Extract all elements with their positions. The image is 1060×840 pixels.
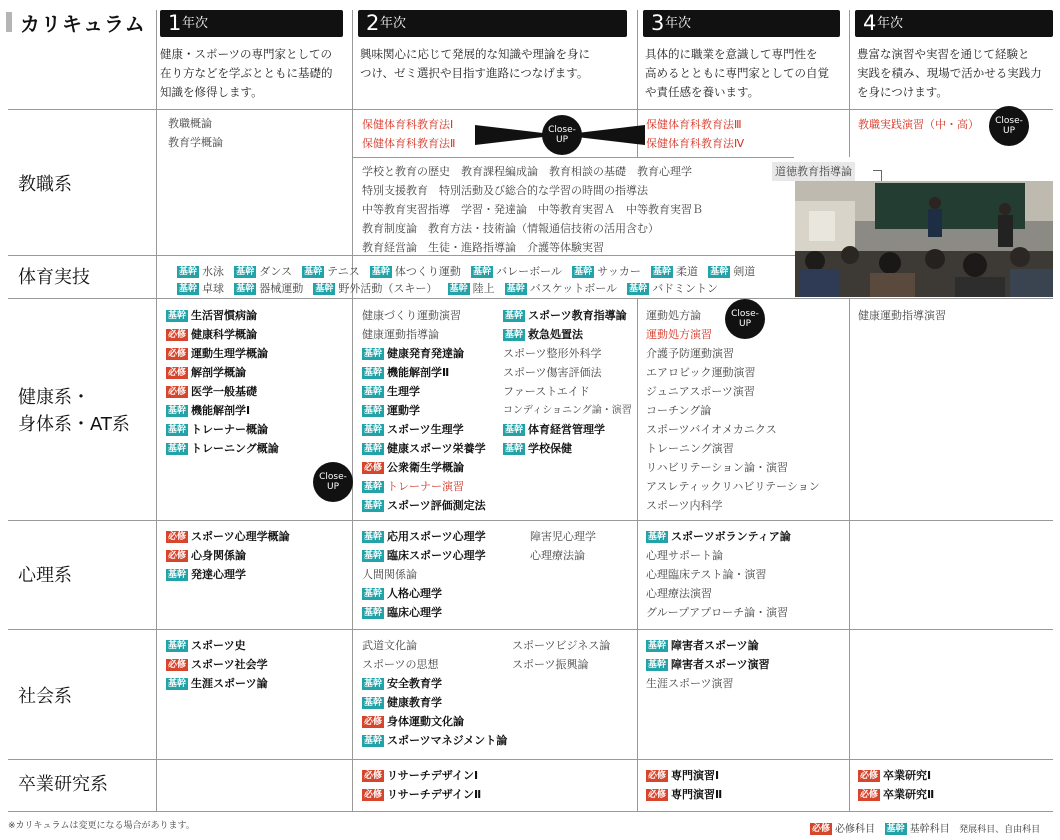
course-item: 心理臨床テスト論・演習 <box>646 568 767 581</box>
category-shinri: 心理系 <box>18 565 72 586</box>
course-item-red: 運動処方演習 <box>646 328 712 341</box>
course-item: 障害者スポーツ論 <box>671 639 759 652</box>
category-shakai: 社会系 <box>18 686 72 707</box>
hisshu-tag: 必修 <box>364 790 383 800</box>
year-desc-2 <box>360 45 635 83</box>
kikan-tag: 基幹 <box>473 267 492 277</box>
col-divider <box>352 10 353 811</box>
year-number: 2 <box>366 11 380 35</box>
kikan-tag: 基幹 <box>710 267 729 277</box>
kikan-tag: 基幹 <box>653 267 672 277</box>
category-sotsuken: 卒業研究系 <box>18 774 108 795</box>
year-header-3 <box>643 10 840 37</box>
category-kyoshoku: 教職系 <box>18 174 72 195</box>
year-desc-1 <box>160 45 350 102</box>
course-item-red: 保健体育科教育法Ⅲ <box>646 118 742 131</box>
desc-line: 在り方などを学ぶとともに基礎的 <box>160 66 333 80</box>
course-line: 中等教育実習指導 学習・発達論 中等教育実習Ａ 中等教育実習Ｂ <box>362 203 703 216</box>
course-item: 教育学概論 <box>168 136 223 149</box>
col-divider <box>849 10 850 157</box>
closeup-badge[interactable] <box>989 106 1029 146</box>
year-suffix: 年次 <box>380 16 407 31</box>
kenko-y1 <box>166 306 279 458</box>
year-number: 3 <box>651 11 665 35</box>
photo-label: 道徳教育指導論 <box>772 162 855 181</box>
course-line: 学校と教育の歴史 教育課程編成論 教育相談の基礎 教育心理学 <box>362 165 692 178</box>
course-item: 卓球 <box>202 282 225 295</box>
sotsuken-y4 <box>858 766 934 804</box>
year-number: 1 <box>168 11 182 35</box>
course-line: 教育制度論 教育方法・技術論（情報通信技術の活用含む） <box>362 222 659 235</box>
kikan-tag: 基幹 <box>449 284 468 294</box>
kikan-tag: 基幹 <box>179 267 198 277</box>
course-item: 解剖学概論 <box>191 366 247 379</box>
kikan-tag: 基幹 <box>304 267 323 277</box>
course-item: 学校保健 <box>528 442 573 455</box>
sotsuken-y2 <box>362 766 481 804</box>
course-item: 運動処方論 <box>646 309 701 322</box>
inner-divider <box>352 157 794 158</box>
course-item: 卒業研究Ⅱ <box>883 788 935 801</box>
closeup-text: UP <box>555 135 568 145</box>
hisshu-tag: 必修 <box>168 660 187 670</box>
kikan-tag: 基幹 <box>629 284 648 294</box>
title-accent-bar <box>6 12 12 32</box>
course-item: 発達心理学 <box>191 568 247 581</box>
kikan-tag: 基幹 <box>506 284 525 294</box>
course-item: 生理学 <box>387 385 421 398</box>
course-item: スポーツ教育指導論 <box>528 309 627 322</box>
course-item: 機能解剖学Ⅱ <box>387 366 450 379</box>
hisshu-tag: 必修 <box>364 463 383 473</box>
kikan-tag: 基幹 <box>648 641 667 651</box>
col-divider <box>637 298 638 811</box>
course-item-red: 保健体育科教育法Ⅰ <box>362 118 454 131</box>
course-item: 卒業研究Ⅰ <box>883 769 932 782</box>
row-divider <box>8 520 1053 521</box>
course-item: スポーツ評価測定法 <box>387 499 486 512</box>
course-item: 器械運動 <box>259 282 304 295</box>
year-suffix: 年次 <box>877 16 904 31</box>
course-item: 柔道 <box>676 265 699 278</box>
shinri-y2b <box>530 527 596 565</box>
desc-line: 健康・スポーツの専門家としての <box>160 47 333 61</box>
course-item: 健康科学概論 <box>191 328 258 341</box>
kikan-tag: 基幹 <box>364 679 383 689</box>
year-suffix: 年次 <box>182 16 209 31</box>
sotsuken-y3 <box>646 766 722 804</box>
course-item: 野外活動（スキー） <box>338 282 438 295</box>
year-suffix: 年次 <box>665 16 692 31</box>
course-item: 介護予防運動演習 <box>646 347 734 360</box>
course-item: スポーツ史 <box>191 639 246 652</box>
course-item: スポーツバイオメカニクス <box>646 423 777 436</box>
year-header-4 <box>855 10 1053 37</box>
hisshu-tag: 必修 <box>168 551 187 561</box>
course-item: 人格心理学 <box>387 587 443 600</box>
course-item: 武道文化論 <box>362 639 417 652</box>
kikan-tag: 基幹 <box>168 444 187 454</box>
desc-line: 高めるとともに専門家としての自覚 <box>645 66 829 80</box>
course-item: スポーツ振興論 <box>512 658 589 671</box>
desc-line: 知識を修得します。 <box>160 85 263 99</box>
kikan-tag: 基幹 <box>364 482 383 492</box>
course-item: 応用スポーツ心理学 <box>387 530 486 543</box>
hisshu-tag: 必修 <box>812 824 831 834</box>
kikan-tag: 基幹 <box>168 641 187 651</box>
closeup-badge[interactable] <box>725 299 765 339</box>
kikan-tag: 基幹 <box>179 284 198 294</box>
course-item: スポーツ心理学概論 <box>191 530 290 543</box>
course-item: スポーツ生理学 <box>387 423 464 436</box>
year-header-1 <box>160 10 343 37</box>
course-item: エアロビック運動演習 <box>646 366 756 379</box>
course-item-red: トレーナー演習 <box>387 480 465 493</box>
kyoshoku-y3 <box>646 115 744 153</box>
kikan-tag: 基幹 <box>364 349 383 359</box>
kikan-tag: 基幹 <box>364 698 383 708</box>
kikan-tag: 基幹 <box>364 444 383 454</box>
course-item: 身体運動文化論 <box>387 715 465 728</box>
kikan-tag: 基幹 <box>364 368 383 378</box>
kikan-tag: 基幹 <box>168 570 187 580</box>
course-item: 健康運動指導演習 <box>858 309 946 322</box>
kikan-tag: 基幹 <box>648 532 667 542</box>
course-item-red: 教職実践演習（中・高） <box>858 118 979 131</box>
year-number: 4 <box>863 11 877 35</box>
course-item: 健康づくり運動演習 <box>362 309 461 322</box>
course-item: 心理療法論 <box>530 549 585 562</box>
hisshu-tag: 必修 <box>168 387 187 397</box>
course-item: アスレティックリハビリテーション <box>646 480 820 493</box>
course-item: スポーツ整形外科学 <box>503 347 602 360</box>
shakai-y2a <box>362 636 507 750</box>
course-item: グループアプローチ論・演習 <box>646 606 789 619</box>
kikan-tag: 基幹 <box>371 267 390 277</box>
course-item: トレーニング概論 <box>191 442 279 455</box>
category-taiiku: 体育実技 <box>18 267 90 288</box>
course-item: トレーナー概論 <box>191 423 269 436</box>
kikan-tag: 基幹 <box>886 824 905 834</box>
hisshu-tag: 必修 <box>860 771 879 781</box>
course-item: スポーツボランティア論 <box>671 530 791 543</box>
kyoshoku-y1 <box>168 114 223 152</box>
closeup-badge[interactable] <box>313 462 353 502</box>
course-item: 専門演習Ⅰ <box>671 769 720 782</box>
desc-line: 興味関心に応じて発展的な知識や理論を身に <box>360 47 590 61</box>
kikan-tag: 基幹 <box>505 311 524 321</box>
course-item: 体つくり運動 <box>394 265 461 278</box>
hisshu-tag: 必修 <box>168 349 187 359</box>
course-item-red: 保健体育科教育法Ⅳ <box>646 137 745 150</box>
kikan-tag: 基幹 <box>364 532 383 542</box>
kenko-y3 <box>646 306 820 515</box>
year-desc-4 <box>857 45 1057 102</box>
course-item: コンディショニング論・演習 <box>503 405 632 416</box>
course-item: ファーストエイド <box>503 385 590 398</box>
course-item: スポーツ内科学 <box>646 499 723 512</box>
course-item: 運動学 <box>387 404 421 417</box>
course-item: 陸上 <box>472 282 495 295</box>
kikan-tag: 基幹 <box>236 284 255 294</box>
course-item: ダンス <box>259 265 292 278</box>
course-item: スポーツマネジメント論 <box>387 734 508 747</box>
course-item: 剣道 <box>733 265 756 278</box>
legend-kikan: 基幹科目 <box>909 824 950 835</box>
course-item: 人間関係論 <box>362 568 417 581</box>
closeup-text: Close- <box>995 116 1023 126</box>
closeup-text: UP <box>738 319 751 329</box>
course-item: スポーツの思想 <box>362 658 439 671</box>
closeup-text: UP <box>326 482 339 492</box>
course-item: リサーチデザインⅡ <box>387 788 482 801</box>
kikan-tag: 基幹 <box>505 444 524 454</box>
classroom-photo <box>795 181 1053 297</box>
kikan-tag: 基幹 <box>364 608 383 618</box>
category-kenko-1: 健康系・ <box>18 387 90 408</box>
kikan-tag: 基幹 <box>168 406 187 416</box>
kikan-tag: 基幹 <box>648 660 667 670</box>
shinri-y2a <box>362 527 486 622</box>
shinri-y3 <box>646 527 791 622</box>
kikan-tag: 基幹 <box>364 501 383 511</box>
course-item: バレーボール <box>496 265 562 278</box>
legend-other: 発展科目、自由科目 <box>959 825 1041 835</box>
course-item: スポーツ社会学 <box>191 658 268 671</box>
shakai-y2b <box>512 636 610 674</box>
course-item: 障害者スポーツ演習 <box>671 658 770 671</box>
course-item: 教職概論 <box>168 117 212 130</box>
hisshu-tag: 必修 <box>168 532 187 542</box>
kenko-y2b <box>503 306 632 458</box>
course-item: 健康発育発達論 <box>387 347 465 360</box>
kenko-y2a <box>362 306 486 515</box>
kikan-tag: 基幹 <box>168 311 187 321</box>
kikan-tag: 基幹 <box>236 267 255 277</box>
hisshu-tag: 必修 <box>648 790 667 800</box>
page-title: カリキュラム <box>20 12 146 36</box>
course-item: 心理サポート論 <box>646 549 723 562</box>
kikan-tag: 基幹 <box>364 589 383 599</box>
hisshu-tag: 必修 <box>860 790 879 800</box>
course-item: 安全教育学 <box>387 677 443 690</box>
course-item: 専門演習Ⅱ <box>671 788 723 801</box>
year-desc-3 <box>645 45 845 102</box>
course-item: 水泳 <box>202 265 225 278</box>
legend-hisshu: 必修科目 <box>835 824 876 835</box>
desc-line: を身につけます。 <box>857 85 948 99</box>
course-item: 体育経営管理学 <box>528 423 606 436</box>
kikan-tag: 基幹 <box>364 387 383 397</box>
course-item: 心身関係論 <box>191 549 247 562</box>
course-line: 教育経営論 生徒・進路指導論 介護等体験実習 <box>362 241 604 254</box>
taiiku-row-2 <box>177 277 718 298</box>
hisshu-tag: 必修 <box>168 330 187 340</box>
course-item: サッカー <box>597 265 641 278</box>
course-item: 健康教育学 <box>387 696 443 709</box>
shinri-y1 <box>166 527 290 584</box>
kikan-tag: 基幹 <box>574 267 593 277</box>
kikan-tag: 基幹 <box>364 736 383 746</box>
kikan-tag: 基幹 <box>364 406 383 416</box>
course-item: スポーツ傷害評価法 <box>503 366 602 379</box>
course-item: 生活習慣病論 <box>191 309 258 322</box>
kikan-tag: 基幹 <box>505 425 524 435</box>
course-item: 救急処置法 <box>528 328 584 341</box>
shakai-y1 <box>166 636 268 693</box>
closeup-text: Close- <box>319 472 347 482</box>
legend <box>810 820 1040 835</box>
col-divider <box>849 298 850 811</box>
row-divider <box>8 298 1053 299</box>
row-divider <box>8 629 1053 630</box>
kyoshoku-y2 <box>362 115 455 153</box>
course-item: 運動生理学概論 <box>191 347 269 360</box>
kikan-tag: 基幹 <box>168 425 187 435</box>
kikan-tag: 基幹 <box>364 425 383 435</box>
desc-line: や責任感を養います。 <box>645 85 760 99</box>
course-line: 特別支援教育 特別活動及び総合的な学習の時間の指導法 <box>362 184 648 197</box>
row-divider <box>8 759 1053 760</box>
closeup-badge[interactable] <box>542 115 582 155</box>
closeup-text: Close- <box>548 125 576 135</box>
hisshu-tag: 必修 <box>648 771 667 781</box>
desc-line: 豊富な演習や実習を通じて経験と <box>857 47 1030 61</box>
category-kenko-2: 身体系・AT系 <box>18 414 130 435</box>
course-item: リハビリテーション論・演習 <box>646 461 789 474</box>
course-item: 機能解剖学Ⅰ <box>191 404 251 417</box>
footnote: ※カリキュラムは変更になる場合があります。 <box>8 821 195 831</box>
shakai-y3 <box>646 636 770 693</box>
hisshu-tag: 必修 <box>364 717 383 727</box>
course-item: バドミントン <box>652 282 718 295</box>
closeup-text: UP <box>1002 126 1015 136</box>
course-item: 生涯スポーツ論 <box>191 677 268 690</box>
col-divider <box>156 10 157 811</box>
course-item: 健康スポーツ栄養学 <box>387 442 486 455</box>
kikan-tag: 基幹 <box>168 679 187 689</box>
course-item: 医学一般基礎 <box>191 385 258 398</box>
desc-line: 具体的に職業を意識して専門性を <box>645 47 818 61</box>
year-header-2 <box>358 10 627 37</box>
course-item: 公衆衛生学概論 <box>387 461 465 474</box>
kikan-tag: 基幹 <box>505 330 524 340</box>
course-item: 心理療法演習 <box>646 587 712 600</box>
desc-line: 実践を積み、現場で活かせる実践力 <box>857 66 1042 80</box>
kyoshoku-shared <box>362 162 703 257</box>
course-item: スポーツビジネス論 <box>512 639 611 652</box>
hisshu-tag: 必修 <box>364 771 383 781</box>
closeup-text: Close- <box>731 309 759 319</box>
course-item: トレーニング演習 <box>646 442 734 455</box>
course-item: コーチング論 <box>646 404 712 417</box>
course-item: 生涯スポーツ演習 <box>646 677 734 690</box>
row-divider <box>8 109 1053 110</box>
hisshu-tag: 必修 <box>168 368 187 378</box>
row-divider <box>8 811 1053 812</box>
course-item: ジュニアスポーツ演習 <box>646 385 755 398</box>
course-item: 障害児心理学 <box>530 530 596 543</box>
kikan-tag: 基幹 <box>364 551 383 561</box>
course-item: テニス <box>327 265 360 278</box>
course-item: リサーチデザインⅠ <box>387 769 479 782</box>
course-item: 臨床心理学 <box>387 606 443 619</box>
desc-line: つけ、ゼミ選択や目指す進路につなげます。 <box>360 66 589 80</box>
course-item: 健康運動指導論 <box>362 328 439 341</box>
kikan-tag: 基幹 <box>315 284 334 294</box>
course-item: 臨床スポーツ心理学 <box>387 549 486 562</box>
course-item-red: 保健体育科教育法Ⅱ <box>362 137 456 150</box>
course-item: バスケットボール <box>529 282 617 295</box>
